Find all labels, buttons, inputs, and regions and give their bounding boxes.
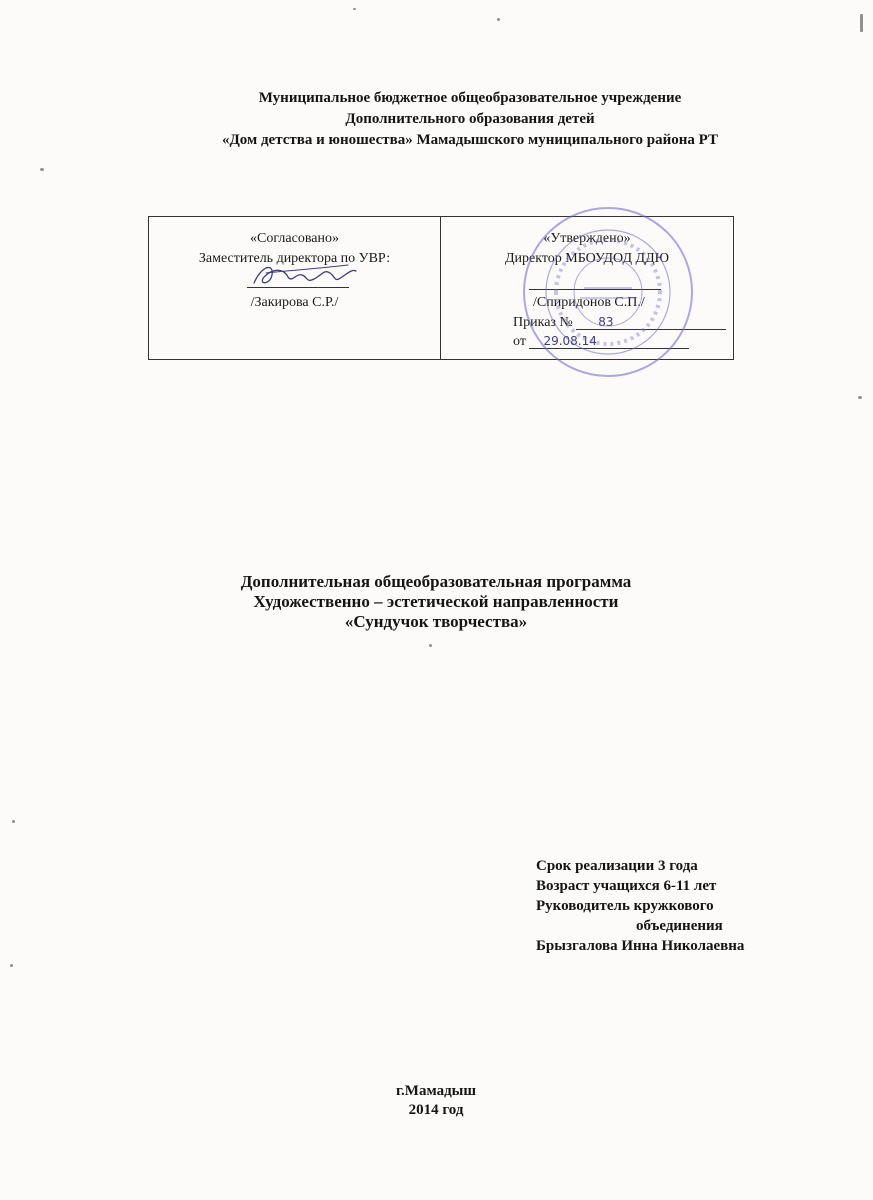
header-line-2: Дополнительного образования детей (345, 111, 595, 127)
info-leader-label-2: объединения (636, 918, 723, 934)
agreed-position: Заместитель директора по УВР: (198, 251, 391, 266)
scan-speck (860, 14, 863, 32)
approved-name: /Спиридонов С.П./ (533, 295, 645, 310)
institution-header (120, 88, 820, 151)
signature-mark (244, 255, 364, 295)
program-title (120, 572, 752, 632)
agreed-name: /Закирова С.Р./ (250, 295, 339, 310)
program-info (536, 856, 836, 956)
approval-cell-agreed (149, 217, 441, 359)
order-date-value: 29.08.14 (529, 333, 689, 349)
program-title-line-1: Дополнительная общеобразовательная программа (240, 572, 632, 591)
scan-speck (497, 18, 500, 21)
scan-speck (429, 644, 432, 647)
info-leader-name: Брызгалова Инна Николаевна (536, 938, 745, 954)
approved-position: Директор МБОУДОД ДДЮ (504, 251, 670, 266)
info-term: Срок реализации 3 года (536, 858, 698, 874)
approved-signature-line (529, 289, 661, 290)
info-leader-label-1: Руководитель кружкового (536, 898, 714, 914)
approval-cell-approved (441, 217, 733, 359)
scan-speck (858, 396, 862, 399)
scan-speck (10, 964, 13, 967)
order-date-row (513, 332, 689, 352)
header-line-1: Муниципальное бюджетное общеобразовательное учреждение (258, 90, 682, 106)
agreed-signature-line (247, 287, 349, 288)
date-label: от (513, 334, 526, 349)
footer-year: 2014 год (408, 1102, 464, 1118)
order-label: Приказ № (513, 315, 573, 330)
agreed-status: «Согласовано» (250, 231, 339, 246)
approved-status: «Утверждено» (543, 231, 631, 246)
order-number-row (513, 313, 726, 333)
scan-speck (12, 820, 15, 823)
program-title-line-3: «Сундучок творчества» (344, 612, 528, 631)
document-footer (336, 1082, 536, 1120)
info-age: Возраст учащихся 6-11 лет (536, 878, 717, 894)
scan-speck (40, 168, 44, 171)
program-title-line-2: Художественно – эстетической направленности (253, 592, 619, 611)
scan-speck (353, 8, 356, 10)
footer-city: г.Мамадыш (395, 1083, 477, 1099)
approval-table (148, 216, 734, 360)
header-line-3: «Дом детства и юношества» Мамадышского муниципального района РТ (221, 132, 719, 148)
order-number-value: 83 (576, 314, 726, 330)
